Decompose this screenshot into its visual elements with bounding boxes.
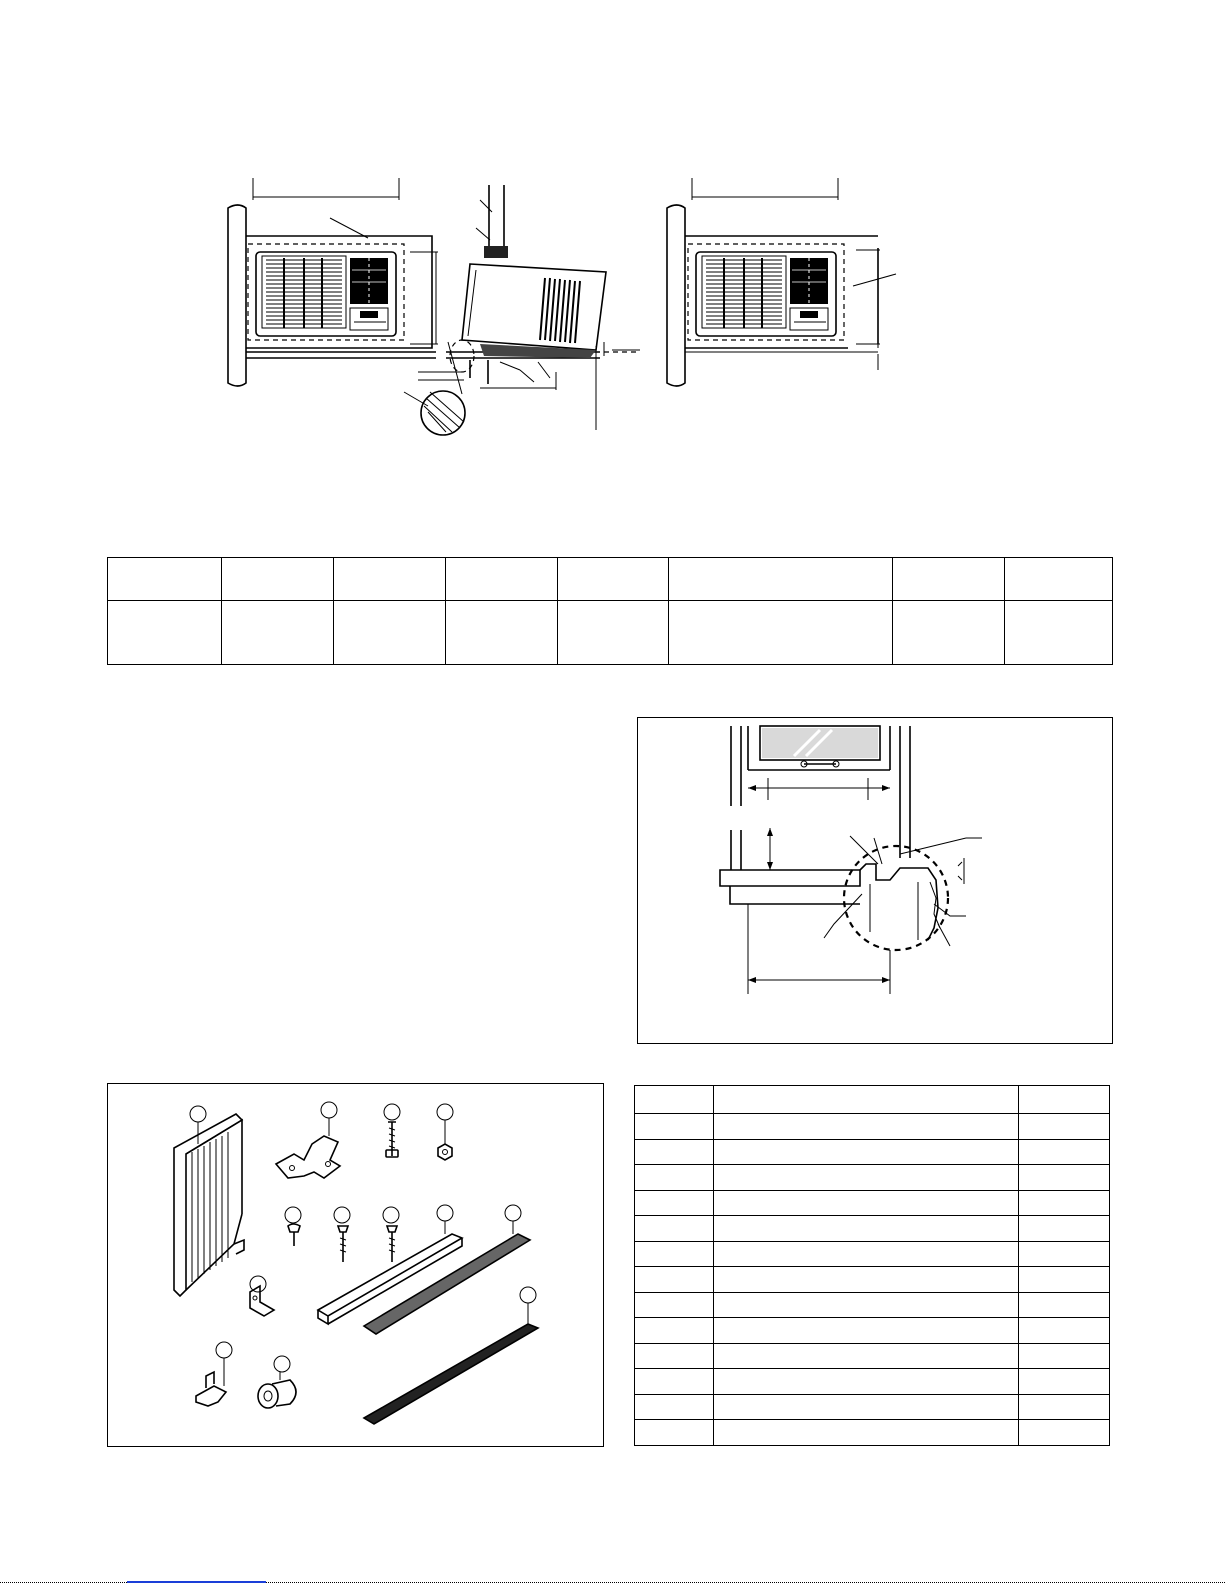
installation-diagram: [0, 0, 1225, 460]
spec-cell: [108, 558, 222, 601]
parts-row: [635, 1292, 1110, 1318]
right-installed-unit: [667, 178, 896, 386]
parts-cell: [1019, 1318, 1110, 1344]
parts-cell: [713, 1267, 1018, 1293]
spec-cell: [893, 558, 1005, 601]
part-callout: [190, 1106, 206, 1122]
spec-cell: [557, 558, 669, 601]
parts-header-cell: [713, 1086, 1018, 1114]
spec-cell: [445, 558, 557, 601]
part-callout: [437, 1104, 453, 1120]
accessories-figure: [107, 1083, 604, 1447]
center-tilted-unit: [404, 185, 640, 435]
parts-row: [635, 1420, 1110, 1446]
parts-cell: [635, 1139, 714, 1165]
spec-cell: [1005, 558, 1113, 601]
parts-cell: [635, 1394, 714, 1420]
parts-cell: [1019, 1343, 1110, 1369]
part-callout: [321, 1102, 337, 1118]
parts-cell: [635, 1343, 714, 1369]
parts-cell: [635, 1190, 714, 1216]
parts-cell: [635, 1114, 714, 1140]
part-callout: [274, 1356, 290, 1372]
parts-cell: [713, 1139, 1018, 1165]
window-sill-figure: [637, 717, 1113, 1044]
spec-cell: [221, 601, 333, 665]
parts-row: [635, 1165, 1110, 1191]
spec-cell: [1005, 601, 1113, 665]
parts-cell: [713, 1318, 1018, 1344]
parts-cell: [1019, 1420, 1110, 1446]
parts-cell: [713, 1241, 1018, 1267]
parts-cell: [713, 1394, 1018, 1420]
parts-cell: [1019, 1292, 1110, 1318]
parts-cell: [713, 1369, 1018, 1395]
window-sill-drawing: [638, 718, 1112, 1043]
parts-row: [635, 1241, 1110, 1267]
left-installed-unit: [228, 178, 438, 386]
parts-header-cell: [1019, 1086, 1110, 1114]
parts-cell: [635, 1267, 714, 1293]
part-callout: [384, 1104, 400, 1120]
parts-row: [635, 1267, 1110, 1293]
parts-row: [635, 1343, 1110, 1369]
spec-cell: [333, 558, 445, 601]
parts-cell: [713, 1114, 1018, 1140]
parts-cell: [635, 1420, 714, 1446]
parts-cell: [635, 1241, 714, 1267]
part-callout: [250, 1276, 266, 1292]
part-callout: [383, 1207, 399, 1223]
parts-list-table: [634, 1085, 1110, 1446]
spec-cell: [557, 601, 669, 665]
parts-cell: [713, 1216, 1018, 1242]
specification-table: [107, 557, 1113, 665]
spec-cell: [893, 601, 1005, 665]
spec-header-row: [108, 558, 1113, 601]
spec-cell: [669, 601, 893, 665]
parts-row: [635, 1139, 1110, 1165]
parts-cell: [713, 1190, 1018, 1216]
part-callout: [334, 1207, 350, 1223]
footer-link-underline[interactable]: [127, 1581, 266, 1583]
parts-cell: [1019, 1216, 1110, 1242]
parts-header-cell: [635, 1086, 714, 1114]
parts-cell: [1019, 1267, 1110, 1293]
part-callout: [520, 1287, 536, 1303]
part-callout: [505, 1205, 521, 1221]
parts-cell: [635, 1165, 714, 1191]
spec-cell: [445, 601, 557, 665]
parts-cell: [1019, 1190, 1110, 1216]
parts-cell: [1019, 1114, 1110, 1140]
spec-cell: [108, 601, 222, 665]
part-callout: [285, 1207, 301, 1223]
parts-row: [635, 1394, 1110, 1420]
parts-cell: [1019, 1139, 1110, 1165]
parts-cell: [635, 1216, 714, 1242]
parts-row: [635, 1318, 1110, 1344]
parts-row: [635, 1369, 1110, 1395]
parts-cell: [635, 1318, 714, 1344]
spec-cell: [333, 601, 445, 665]
parts-cell: [1019, 1165, 1110, 1191]
spec-cell: [221, 558, 333, 601]
parts-row: [635, 1216, 1110, 1242]
accessories-drawing: [108, 1084, 603, 1446]
parts-cell: [713, 1292, 1018, 1318]
parts-cell: [635, 1292, 714, 1318]
parts-row: [635, 1114, 1110, 1140]
parts-cell: [635, 1369, 714, 1395]
parts-cell: [1019, 1369, 1110, 1395]
parts-cell: [713, 1165, 1018, 1191]
parts-cell: [713, 1343, 1018, 1369]
parts-row: [635, 1190, 1110, 1216]
parts-header-row: [635, 1086, 1110, 1114]
part-callout: [437, 1205, 453, 1221]
parts-cell: [713, 1420, 1018, 1446]
parts-cell: [1019, 1394, 1110, 1420]
part-callout: [216, 1342, 232, 1358]
spec-value-row: [108, 601, 1113, 665]
parts-cell: [1019, 1241, 1110, 1267]
spec-cell: [669, 558, 893, 601]
